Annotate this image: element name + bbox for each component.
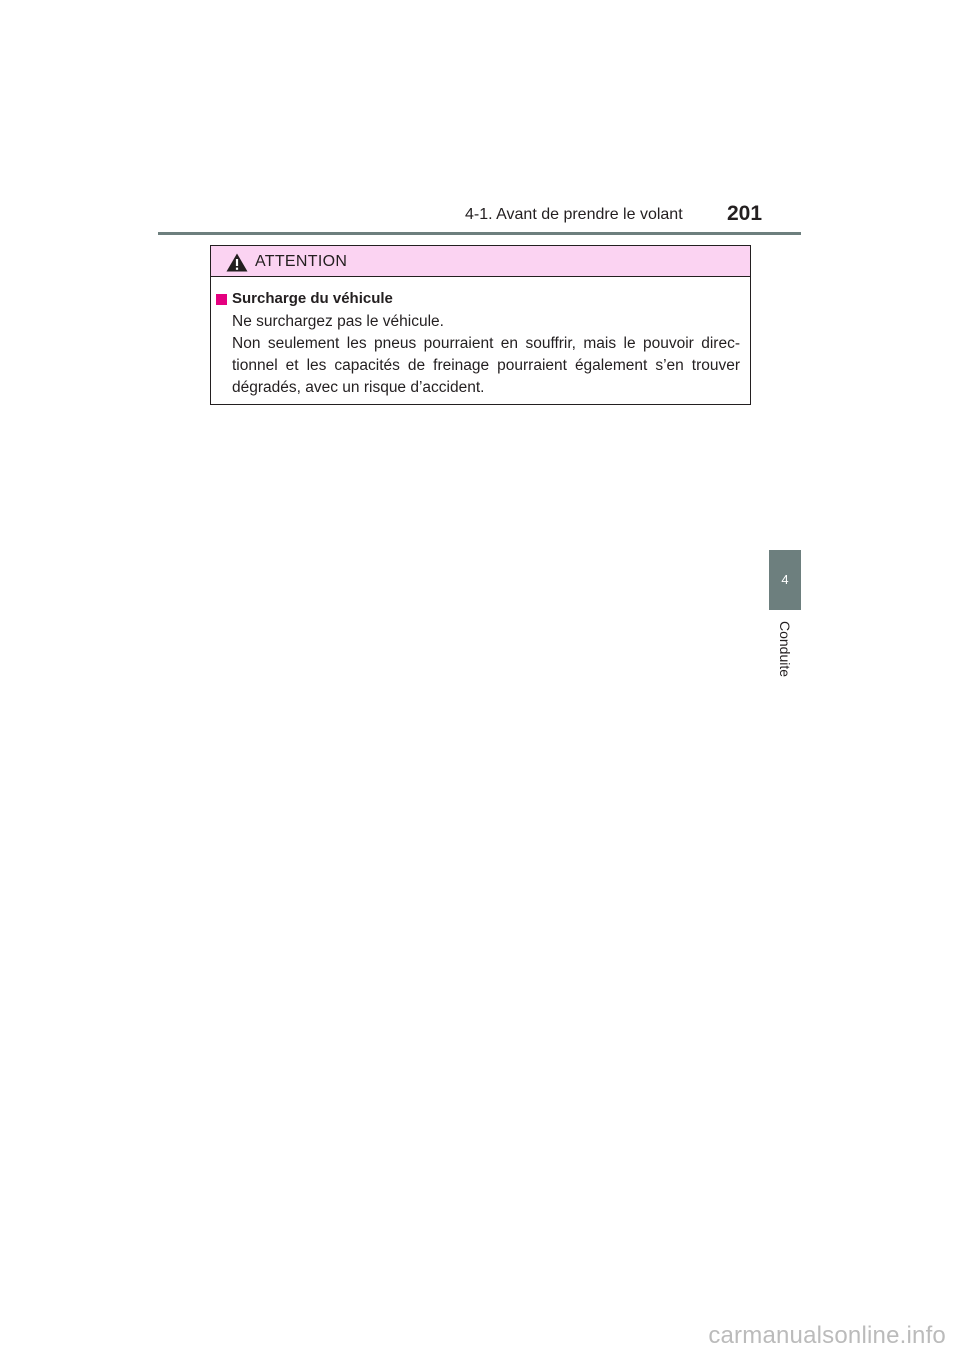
section-title: 4-1. Avant de prendre le volant bbox=[465, 206, 683, 223]
caution-line: dégradés, avec un risque d’accident. bbox=[232, 379, 485, 396]
watermark: carmanualsonline.info bbox=[708, 1322, 946, 1349]
header-divider bbox=[158, 232, 801, 235]
caution-box bbox=[210, 245, 751, 405]
page-number: 201 bbox=[727, 202, 763, 225]
caution-line: Ne surchargez pas le véhicule. bbox=[232, 313, 444, 330]
caution-line: Non seulement les pneus pourraient en souffrir, mais le pouvoir direc- bbox=[232, 335, 740, 352]
chapter-label: Conduite bbox=[777, 620, 793, 678]
caution-header bbox=[211, 246, 750, 277]
caution-title: ATTENTION bbox=[255, 253, 348, 270]
caution-heading: Surcharge du véhicule bbox=[232, 290, 393, 307]
chapter-tab bbox=[769, 550, 801, 610]
chapter-number: 4 bbox=[781, 572, 789, 587]
bullet-square-icon bbox=[216, 294, 227, 305]
caution-bullet bbox=[216, 289, 393, 309]
warning-triangle-icon bbox=[226, 253, 248, 272]
caution-line: tionnel et les capacités de freinage pourraient également s’en trouver bbox=[232, 357, 740, 374]
chapter-label-container bbox=[769, 618, 801, 680]
